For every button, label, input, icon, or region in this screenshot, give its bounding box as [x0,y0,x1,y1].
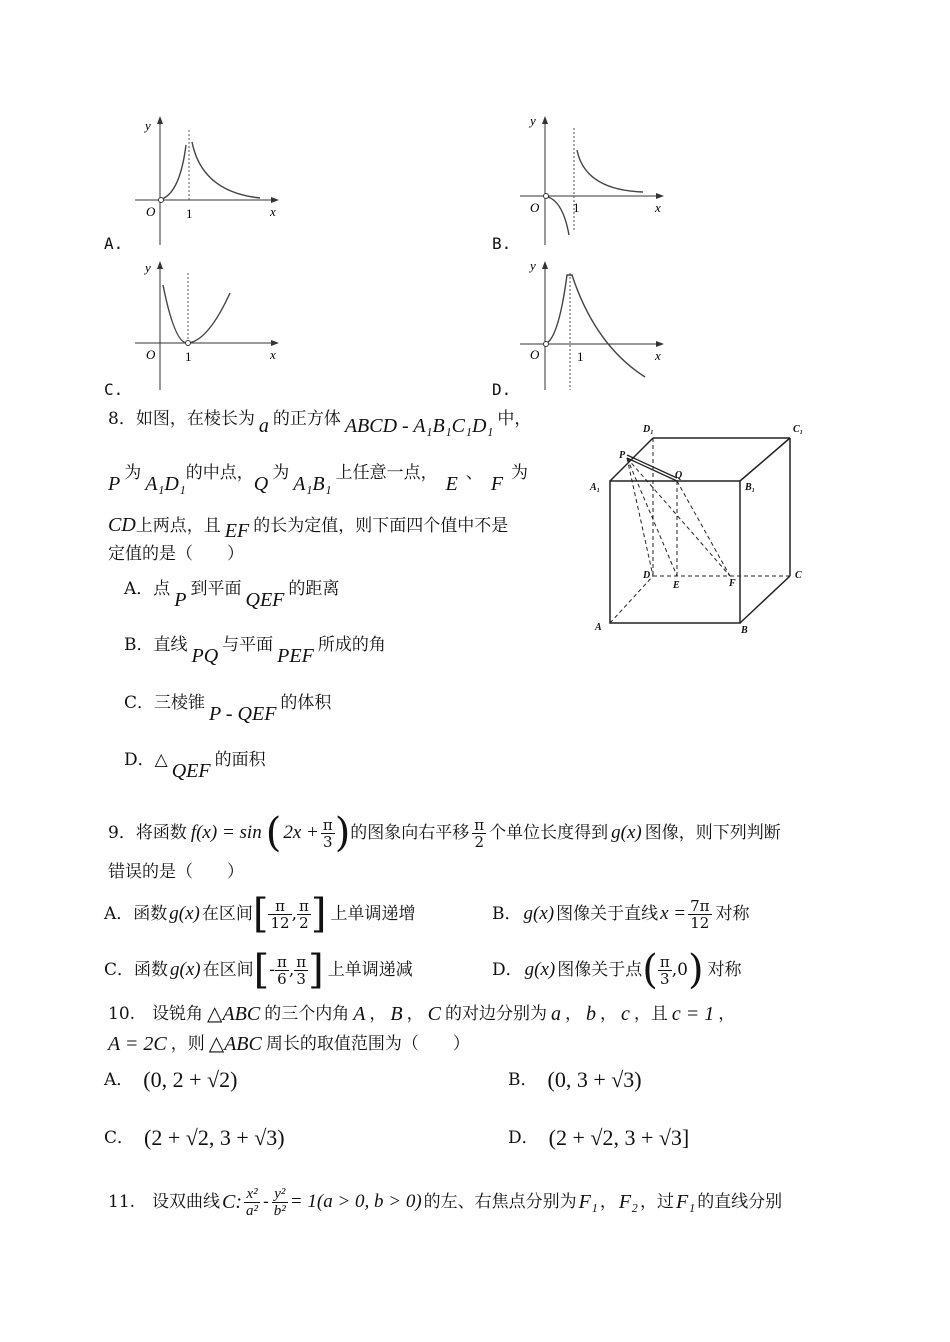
q9-line2: 错误的是（ ） [108,862,244,882]
label-A1: A₁ [590,482,601,493]
q7-option-a: A. [104,234,124,253]
q7-option-d: D. [492,380,512,399]
y-label: y [145,260,151,275]
q8-option-b: B．直线 PQ 与平面 PEF 所成的角 [124,635,386,667]
tick-one: 1 [185,349,192,364]
cube-figure [585,418,815,638]
q8-option-d: D．△ QEF 的面积 [124,750,266,782]
origin-label: O [146,204,156,219]
label-F: F [729,578,736,589]
q8-line1: 8．如图，在棱长为 a 的正方体 ABCD - A₁B₁C₁D₁ 中， [108,409,532,437]
q10-line1: 10. 设锐角 △ABC 的三个内角 A ， B ， C 的对边分别为 a ， b ， c ，且 c = 1 ， [108,1003,736,1025]
label-P: P [619,450,626,461]
x-label: x [655,348,661,363]
label-C1: C₁ [793,424,804,435]
x-label: x [655,200,661,215]
origin-label: O [146,347,156,362]
y-label: y [145,118,151,133]
q8-option-c: C．三棱锥 P - QEF 的体积 [124,693,332,725]
q9-option-c: C．函数 g(x) 在区间 [ - $\frac{\pi}{6}$ , $\frac{\pi}{3}$ ] 上单调递减 [104,947,413,993]
x-label: x [270,347,276,362]
y-label: y [530,258,536,273]
label-D1: D₁ [643,424,654,435]
label-B1: B₁ [745,482,756,493]
q9-option-d: D． g(x) 图像关于点 ( $\frac{\pi}{3}$ ,0 ) 对称 [492,947,742,993]
label-B: B [741,625,748,636]
tick-one: 1 [186,206,193,221]
q10-option-c: C． (2 + √2, 3 + √3) [104,1125,285,1150]
q7-option-b: B. [492,234,512,253]
graph-d [515,255,675,395]
graph-a [130,110,290,250]
q10-option-d: D． (2 + √2, 3 + √3] [508,1125,690,1150]
graph-b [515,110,675,250]
q8-line3: CD上两点，且 EF 的长为定值，则下面四个值中不是 [108,514,509,542]
q9-line1: 9．将函数 f(x) = sin ( 2x + $\frac{\pi}{3}$ ) 的图象向右平移 $\frac{\pi}{2}$ 个单位长度得到 g(x) 图像，则下列判断 [108,810,781,856]
q10-option-a: A． (0, 2 + √2) [104,1067,238,1092]
x-label: x [270,204,276,219]
q11-line1: 11. 设双曲线 C: $\frac{\text{x²}}{\text{a²}}$ - $\frac{\text{y²}}{\text{b²}}$ = 1(a > 0, b > 0) 的左、右焦点分别为 F₁ ， F₂ ，过 F₁ 的直线分别 [108,1185,783,1219]
origin-label: O [530,200,540,215]
q8-line4: 定值的是（ ） [108,544,244,564]
graph-c [130,255,290,395]
y-label: y [530,113,536,128]
label-A: A [595,622,602,633]
label-C: C [795,570,802,581]
q8-line2: P 为 A₁D₁的中点，Q 为 A₁B₁ 上任意一点， E 、 F 为 [108,463,529,495]
q7-option-c: C. [104,380,124,399]
q9-option-a: A．函数 g(x) 在区间 [ $\frac{\pi}{12}$ , $\frac{\pi}{2}$ ] 上单调递增 [104,891,416,937]
q8-option-a: A．点 P 到平面 QEF 的距离 [124,579,340,611]
label-Q: Q [675,470,683,481]
tick-one: 1 [573,200,580,215]
q10-option-b: B． (0, 3 + √3) [508,1067,642,1092]
label-E: E [673,580,680,591]
q9-option-b: B． g(x) 图像关于直线 x = $\frac{7\pi}{12}$ 对称 [492,896,750,932]
tick-one: 1 [577,349,584,364]
q10-line2: A = 2C ，则 △ABC 周长的取值范围为（ ） [108,1033,470,1055]
origin-label: O [530,347,540,362]
label-D: D [643,570,651,581]
